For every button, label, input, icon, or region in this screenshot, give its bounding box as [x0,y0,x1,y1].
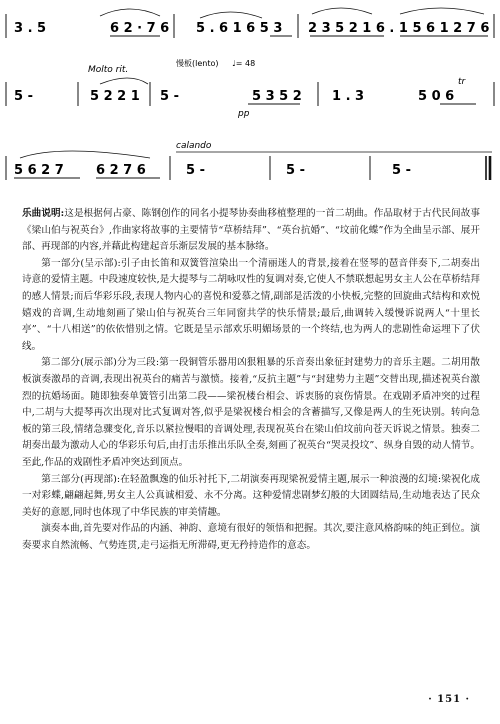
score-line-1 [6,8,494,38]
metronome-mark: ♩= 48 [232,59,256,68]
calando-marking: calando [176,141,212,151]
article-body [22,206,480,554]
note-group: 5 3 5 2 [252,89,302,104]
tempo-label: 慢板(lento) [176,59,219,68]
note-group: 5 0 6 [418,89,455,104]
score-line-2 [6,58,494,119]
note-group: 5 - [186,163,205,178]
note-group: 1 . 3 [332,89,365,104]
paragraph-part-2: 第二部分(展示部)分为三段:第一段铜管乐器用凶狠粗暴的乐音奏出象征封建势力的音乐主题。二胡用散板演奏激昂的音调,表现出祝英台的痛苦与激愤。接着,“反抗主题”与“封建势力主题”交替出现,描述祝英台激烈的抗婚场面。随即独奏单簧管引出第二段——梁祝楼台相会、诉衷肠的哀伤情景。在戏剧矛盾冲突的过程中,二胡与大提琴再次出现对比式复调对答,似乎是梁祝楼台相会的含蓄描写,又像是两人的生死诀别。转向急板的第三段,情绪急骤变化,音乐以紧拉慢唱的音调处理,表现祝英台在梁山伯坟前向苍天诉说之情景。独奏二胡奏出最为激动人心的华彩乐句后,由打击乐推出乐队全奏,刻画了祝英台“哭灵投坟”、纵身自毁的动人情节。至此,作品的戏剧性矛盾冲突达到顶点。 [22,357,480,468]
slur [100,78,148,84]
trill-mark: tr [458,77,466,87]
score-line-3 [6,141,492,180]
music-score [0,0,500,196]
note-group: 6 2 7 6 [96,163,146,178]
slur [400,8,484,14]
slur [20,151,150,158]
note-group: 3 . 5 [14,21,47,36]
intro-paragraph [22,206,480,256]
note-group: 5 - [392,163,411,178]
note-group: 2 3 5 2 1 6 . 1 5 6 1 2 7 6 [308,21,490,36]
dynamic-pp: pp [238,109,250,119]
note-group: 6 2 · 7 6 [110,21,170,36]
note-group: 5 2 2 1 [90,89,140,104]
note-group: 5 6 2 7 [14,163,64,178]
slur [312,8,372,14]
paragraph-part-1: 第一部分(呈示部):引子由长笛和双簧管渲染出一个清丽迷人的背景,接着在竖琴的琶音伴奏下,二胡奏出诗意的爱情主题。中段速度较快,是大提琴与二胡咏叹性的复调对奏,它使人不禁联想起男女主人公在草桥结拜的感人情景;而后华彩乐段,表现人物内心的喜悦和爱慕之情,副部是活泼的小快板,完整的回旋曲式结构和欢悦嬉戏的音调,生动地刻画了梁山伯与祝英台三年同窗共学的快乐情景;最后,曲调转入缓慢诉说两人“十里长亭”、“十八相送”的依依惜别之情。它既是呈示部欢乐明媚场景的一个终结,也为两人的悲剧性命运埋下了伏线。 [22,257,480,352]
paragraph-part-3: 第三部分(再现部):在轻盈飘逸的仙乐衬托下,二胡演奏再现梁祝爱情主题,展示一种浪漫的幻境:梁祝化成一对彩蝶,翩翩起舞,男女主人公真诚相爱、永不分离。这种爱情悲剧梦幻般的大团圆结局,生动地表达了民众美好的意愿,同时也体现了中华民族的审美情趣。 [22,473,480,518]
slur [100,9,160,16]
slur [200,12,262,18]
page-number: · 151 · [428,694,470,705]
intro-text: 这是根据何占豪、陈钢创作的同名小提琴协奏曲移植整理的一首二胡曲。作品取材于古代民间故事《梁山伯与祝英台》,作曲家将故事的主要情节“草桥结拜”、“英台抗婚”、“坟前化蝶”作为全曲呈示部、展开部、再现部的内容,并藉此构建起音乐渐层发展的基本脉络。 [22,208,480,253]
note-group: 5 - [14,89,33,104]
note-group: 5 - [160,89,179,104]
note-group: 5 . 6 1 6 5 3 [196,21,283,36]
paragraph-performance: 演奏本曲,首先要对作品的内涵、神韵、意境有很好的领悟和把握。其次,要注意风格韵味的纯正到位。演奏要求自然流畅、气势连贯,走弓运指无所滞碍,更无矜持造作的意态。 [22,523,480,551]
note-group: 5 - [286,163,305,178]
score-svg [0,0,500,196]
intro-label: 乐曲说明: [22,208,65,219]
molto-rit-marking: Molto rit. [88,65,129,75]
